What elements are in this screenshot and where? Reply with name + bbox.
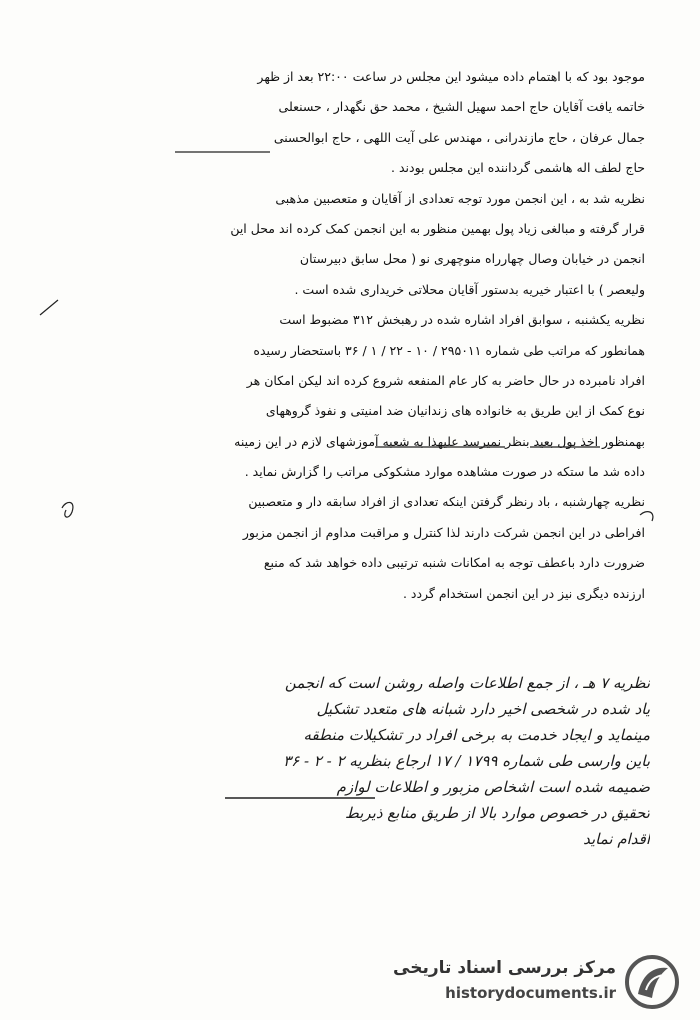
typed-line: موجود بود که با اهتمام داده میشود این مجلس در ساعت ۲۲:۰۰ بعد از ظهر [257,69,645,84]
handwritten-line: باین وارسی طی شماره ۱۷۹۹ / ۱۷ ارجاع بنظریه ۲ - ۲ - ۳۶ [283,752,650,770]
typed-line: همانطور که مراتب طی شماره ۲۹۵۰۱۱ / ۱۰ - ۲۲ / ۱ / ۳۶ باستحضار رسیده [253,342,645,358]
handwritten-line: مینماید و ایجاد خدمت به برخی افراد در تشکیلات منطقه [303,726,650,744]
typed-line: بهمنظور اخذ پول بعید بنظر نمیرسد علیهذا به شعبه آموزشهای لازم در این زمینه [234,433,645,449]
typed-line: حاج لطف اله هاشمی گرداننده این مجلس بودند . [391,160,645,176]
archive-logo-icon [624,954,680,1010]
handwritten-line: اقدام نماید [583,830,650,848]
typed-line: ولیعصر ) با اعتبار خیریه بدستور آقایان محلاتی خریداری شده است . [294,281,645,297]
typed-report-body [55,62,645,609]
typed-line: داده شد ما ستکه در صورت مشاهده موارد مشکوکی مراتب را گزارش نماید . [244,464,645,480]
typed-line: خاتمه یافت آقایان حاج احمد سهیل الشیخ ، محمد حق نگهدار ، حسنعلی [278,99,645,115]
handwritten-line: یاد شده در شخصی اخیر دارد شبانه های متعدد تشکیل [316,700,650,718]
typed-line: نظریه چهارشنبه ، باد رنظر گرفتن اینکه تعدادی از افراد سابقه دار و متعصبین [248,494,645,510]
handwritten-annotation [60,670,650,852]
handwritten-line: ضمیمه شده است اشخاص مزبور و اطلاعات لوازم [336,778,650,796]
typed-line: افراطی در این انجمن شرکت دارند لذا کنترل و مراقبت مداوم از انجمن مزبور [242,524,645,540]
archive-watermark [380,954,680,1012]
typed-line: افراد نامبرده در حال حاضر به کار عام المنفعه شروع کرده اند لیکن امکان هر [246,372,645,388]
watermark-url: historydocuments.ir [445,984,616,1002]
typed-line: نظریه شد به ، این انجمن مورد توجه تعدادی از آقایان و متعصبین مذهبی [275,190,645,206]
typed-line: نوع کمک از این طریق به خانواده های زندانیان ضد امنیتی و نفوذ گروههای [265,403,645,419]
typed-line: قرار گرفته و مبالغی زیاد پول بهمین منظور به این انجمن کمک کرده اند محل این [230,220,645,236]
typed-line: ارزنده دیگری نیز در این انجمن استخدام گردد . [402,585,645,601]
watermark-title-fa: مرکز بررسی اسناد تاریخی [393,958,616,978]
handwritten-line: نظریه ۷ هـ ، از جمع اطلاعات واصله روشن است که انجمن [284,674,650,692]
typed-line: انجمن در خیابان وصال چهارراه منوچهری نو ( محل سابق دبیرستان [299,251,645,267]
typed-line: جمال عرفان ، حاج مازندرانی ، مهندس علی آیت اللهی ، حاج ابوالحسنی [273,129,645,145]
handwritten-line: تحقیق در خصوص موارد بالا از طریق منابع ذیربط [344,804,650,822]
typed-line: نظریه یکشنبه ، سوابق افراد اشاره شده در رهبخش ۳۱۲ مضبوط است [279,312,645,328]
typed-line: ضرورت دارد باعطف توجه به امکانات شنبه ترتیبی داده خواهد شد که منبع [263,555,645,571]
